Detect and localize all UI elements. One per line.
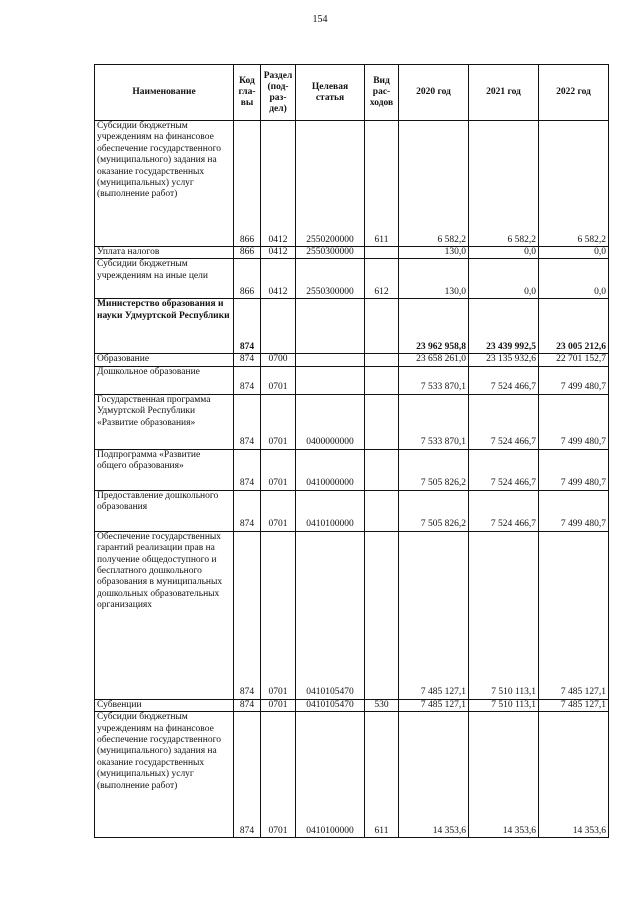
table-row xyxy=(95,259,609,299)
row-2021: 7 524 466,7 xyxy=(469,490,539,531)
row-2020: 7 505 826,2 xyxy=(399,490,469,531)
table-row xyxy=(95,247,609,259)
row-2022: 14 353,6 xyxy=(539,712,609,838)
row-kind: 530 xyxy=(365,699,399,711)
page-number: 154 xyxy=(312,14,328,25)
row-2021: 23 439 992,5 xyxy=(469,299,539,354)
row-2020: 7 485 127,1 xyxy=(399,531,469,699)
row-2020: 7 533 870,1 xyxy=(399,394,469,449)
row-code: 874 xyxy=(234,366,261,394)
row-target xyxy=(296,299,365,354)
row-target: 0410100000 xyxy=(296,490,365,531)
row-name: Обеспечение государственных гарантий реализации прав на получение общедоступного и бесплатного дошкольного образования в муниципальных дошкольных образовательных организациях xyxy=(95,531,234,699)
row-2022: 6 582,2 xyxy=(539,121,609,247)
row-code: 866 xyxy=(234,247,261,259)
table-header-row xyxy=(95,65,609,121)
row-section: 0701 xyxy=(261,449,296,490)
header-2021: 2021 год xyxy=(469,65,539,121)
row-name: Предоставление дошкольного образования xyxy=(95,490,234,531)
row-code: 874 xyxy=(234,299,261,354)
row-2020: 14 353,6 xyxy=(399,712,469,838)
row-code: 874 xyxy=(234,394,261,449)
row-name: Уплата налогов xyxy=(95,247,234,259)
row-2020: 130,0 xyxy=(399,247,469,259)
row-target: 2550300000 xyxy=(296,247,365,259)
row-code: 866 xyxy=(234,121,261,247)
row-code: 874 xyxy=(234,449,261,490)
row-name: Подпрограмма «Развитие общего образования» xyxy=(95,449,234,490)
row-2021: 23 135 932,6 xyxy=(469,354,539,366)
row-2022: 7 485 127,1 xyxy=(539,699,609,711)
row-2020: 6 582,2 xyxy=(399,121,469,247)
row-2021: 14 353,6 xyxy=(469,712,539,838)
row-target: 0410100000 xyxy=(296,712,365,838)
row-2022: 7 499 480,7 xyxy=(539,394,609,449)
table-row xyxy=(95,699,609,711)
row-name: Образование xyxy=(95,354,234,366)
row-kind xyxy=(365,299,399,354)
row-2020: 7 485 127,1 xyxy=(399,699,469,711)
row-2021: 7 524 466,7 xyxy=(469,449,539,490)
row-2021: 0,0 xyxy=(469,259,539,299)
row-2022: 22 701 152,7 xyxy=(539,354,609,366)
row-section: 0701 xyxy=(261,394,296,449)
row-2021: 7 510 113,1 xyxy=(469,699,539,711)
row-target: 0400000000 xyxy=(296,394,365,449)
row-2022: 0,0 xyxy=(539,247,609,259)
table-row xyxy=(95,712,609,838)
row-2021: 0,0 xyxy=(469,247,539,259)
budget-table xyxy=(94,64,609,838)
row-name: Дошкольное образование xyxy=(95,366,234,394)
header-2020: 2020 год xyxy=(399,65,469,121)
row-kind xyxy=(365,449,399,490)
row-target: 0410105470 xyxy=(296,531,365,699)
table-row xyxy=(95,354,609,366)
row-2021: 6 582,2 xyxy=(469,121,539,247)
row-2020: 7 505 826,2 xyxy=(399,449,469,490)
row-2022: 7 499 480,7 xyxy=(539,490,609,531)
row-2020: 23 658 261,0 xyxy=(399,354,469,366)
row-code: 874 xyxy=(234,354,261,366)
row-section: 0412 xyxy=(261,247,296,259)
row-target: 2550300000 xyxy=(296,259,365,299)
row-section: 0412 xyxy=(261,121,296,247)
row-section xyxy=(261,299,296,354)
table-row xyxy=(95,121,609,247)
row-kind xyxy=(365,394,399,449)
table-row xyxy=(95,531,609,699)
row-name: Субсидии бюджетным учреждениям на финансовое обеспечение государственного (муниципального) задания на оказание государственных (муниципальных) услуг (выполнение работ) xyxy=(95,121,234,247)
header-2022: 2022 год xyxy=(539,65,609,121)
table-row xyxy=(95,366,609,394)
row-target xyxy=(296,354,365,366)
row-target xyxy=(296,366,365,394)
row-2022: 0,0 xyxy=(539,259,609,299)
row-kind xyxy=(365,531,399,699)
row-target: 2550200000 xyxy=(296,121,365,247)
row-section: 0701 xyxy=(261,490,296,531)
row-code: 874 xyxy=(234,531,261,699)
row-kind xyxy=(365,366,399,394)
row-name: Министерство образования и науки Удмуртской Республики xyxy=(95,299,234,354)
row-2021: 7 510 113,1 xyxy=(469,531,539,699)
row-target: 0410000000 xyxy=(296,449,365,490)
row-section: 0700 xyxy=(261,354,296,366)
row-section: 0412 xyxy=(261,259,296,299)
row-kind xyxy=(365,247,399,259)
row-2020: 7 533 870,1 xyxy=(399,366,469,394)
row-code: 874 xyxy=(234,699,261,711)
row-name: Субсидии бюджетным учреждениям на иные цели xyxy=(95,259,234,299)
row-code: 866 xyxy=(234,259,261,299)
row-2022: 23 005 212,6 xyxy=(539,299,609,354)
row-kind: 611 xyxy=(365,712,399,838)
row-2022: 7 499 480,7 xyxy=(539,449,609,490)
header-kind: Вид рас- ходов xyxy=(365,65,399,121)
table-row xyxy=(95,299,609,354)
row-name: Государственная программа Удмуртской Республики «Развитие образования» xyxy=(95,394,234,449)
row-name: Субсидии бюджетным учреждениям на финансовое обеспечение государственного (муниципального) задания на оказание государственных (муниципальных) услуг (выполнение работ) xyxy=(95,712,234,838)
header-code: Код гла- вы xyxy=(234,65,261,121)
row-kind: 612 xyxy=(365,259,399,299)
row-code: 874 xyxy=(234,712,261,838)
row-section: 0701 xyxy=(261,699,296,711)
row-2021: 7 524 466,7 xyxy=(469,394,539,449)
table-row xyxy=(95,449,609,490)
row-2022: 7 499 480,7 xyxy=(539,366,609,394)
header-name: Наименование xyxy=(95,65,234,121)
table-row xyxy=(95,490,609,531)
row-2022: 7 485 127,1 xyxy=(539,531,609,699)
row-2020: 23 962 958,8 xyxy=(399,299,469,354)
row-2020: 130,0 xyxy=(399,259,469,299)
row-name: Субвенции xyxy=(95,699,234,711)
row-section: 0701 xyxy=(261,366,296,394)
row-kind: 611 xyxy=(365,121,399,247)
row-kind xyxy=(365,490,399,531)
row-kind xyxy=(365,354,399,366)
header-target: Целевая статья xyxy=(296,65,365,121)
row-section: 0701 xyxy=(261,531,296,699)
row-code: 874 xyxy=(234,490,261,531)
row-target: 0410105470 xyxy=(296,699,365,711)
header-section: Раздел (под- раз- дел) xyxy=(261,65,296,121)
row-2021: 7 524 466,7 xyxy=(469,366,539,394)
table-row xyxy=(95,394,609,449)
row-section: 0701 xyxy=(261,712,296,838)
